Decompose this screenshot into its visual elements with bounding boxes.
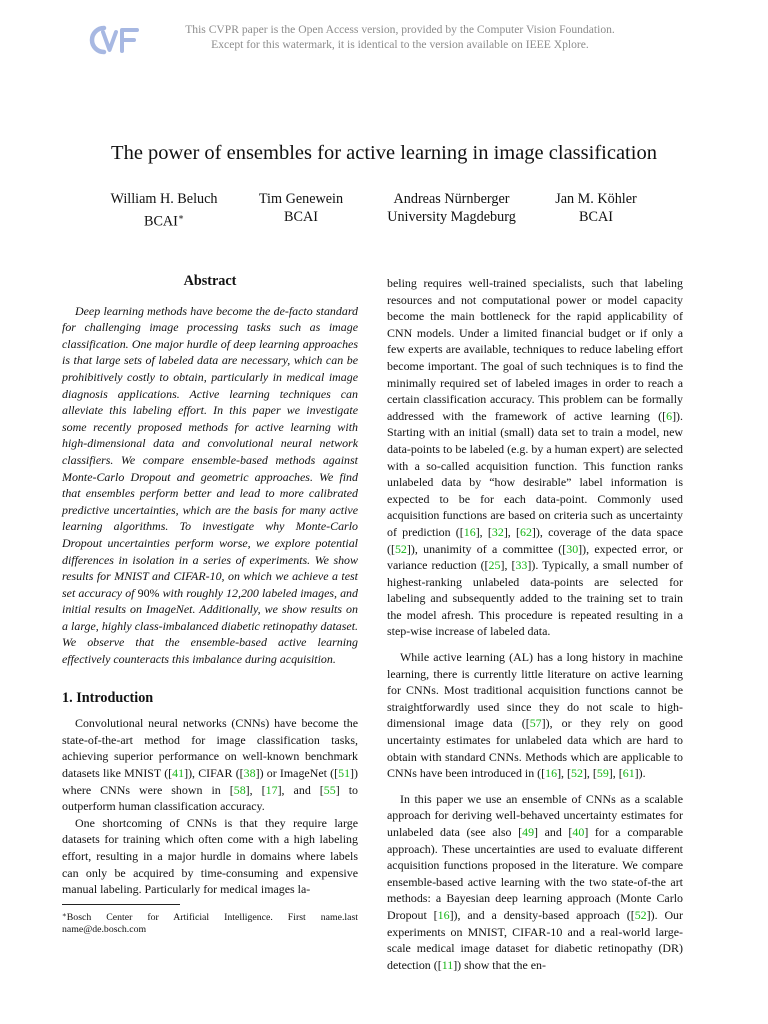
- body-paragraph-3: In this paper we use an ensemble of CNNs as a scalable approach for deriving well-behaved uncertainty estimates for unlabeled data (see also [49] and [40] for a comparable approach). These uncertainties are used to evaluate different acquisition functions proposed in the literature. We compare ensemble-based active learning with the two state-of-the art methods: a Bayesian deep learning approach (Monte Carlo Dropout [16]), and a density-based approach ([52]). Our experiments on MNIST, CIFAR-10 and a real-world large-scale medical image dataset for diabetic retinopathy (DR) detection ([11]) show that the en-: [387, 791, 684, 972]
- watermark: [120, 22, 680, 52]
- author-affiliation: University Magdeburg: [387, 209, 516, 225]
- affiliation-footnote-mark: ∗: [177, 212, 185, 222]
- body-paragraph-2: While active learning (AL) has a long history in machine learning, there is currently little literature on active learning for CNNs. Most traditional acquisition functions cannot be straightforwardly used since they do not scale to high-dimensional image data ([57]), or they rely on good uncertainty estimates for unlabeled data which are hard to obtain with standard CNNs. Methods which are applicable to CNNs have been introduced in ([16], [52], [59], [61]).: [387, 650, 683, 781]
- author-name: William H. Beluch: [110, 191, 218, 207]
- citation-link[interactable]: 16: [437, 907, 450, 922]
- abstract-paragraph: Deep learning methods have become the de-facto standard for challenging image processing tasks such as image classification. One major hurdle of deep learning approaches is that large sets of labeled data are necessary, which can be prohibitively costly to obtain, particularly in medical image diagnosis applications. Active learning techniques can alleviate this labeling effort. In this paper we investigate some recently proposed methods for active learning with high-dimensional data and convolutional neural network classifiers. We compare ensemble-based methods against Monte-Carlo Dropout and geometric approaches. We find that ensembles perform better and lead to more calibrated predictive uncertainties, which are the basis for many active learning algorithms. To investigate why Monte-Carlo Dropout uncertainties perform worse, we explore potential differences in isolation in a series of experiments. We show results for MNIST and CIFAR-10, on which we achieve a test set accuracy of 90% with roughly 12,200 labeled images, and initial results on ImageNet. Additionally, we show results on a large, highly class-imbalanced diabetic retinopathy dataset. We observe that the ensemble-based active learning effectively counteracts this imbalance during acquisition.: [62, 303, 358, 667]
- author-name: Andreas Nürnberger: [393, 191, 510, 207]
- author-affiliation: BCAI: [579, 209, 613, 225]
- citation-link[interactable]: 38: [243, 766, 256, 781]
- right-column: [387, 275, 683, 973]
- footnote-divider: [62, 904, 180, 905]
- citation-link[interactable]: 11: [441, 957, 454, 972]
- abstract-heading: Abstract: [183, 273, 237, 289]
- paper-title: The power of ensembles for active learning in image classification: [111, 142, 657, 164]
- citation-link[interactable]: 55: [323, 782, 336, 797]
- footnote: ∗Bosch Center for Artificial Intelligence. First name.last name@de.bosch.com: [62, 910, 358, 936]
- citation-link[interactable]: 16: [463, 524, 476, 539]
- author-name: Jan M. Köhler: [555, 191, 637, 207]
- left-column: [62, 273, 358, 937]
- watermark-line-1: This CVPR paper is the Open Access version, provided by the Computer Vision Foundation.: [185, 23, 615, 36]
- footnote-mark: ∗: [62, 910, 67, 919]
- citation-link[interactable]: 52: [394, 541, 407, 556]
- section-heading-introduction: 1. Introduction: [62, 689, 154, 706]
- citation-link[interactable]: 57: [529, 716, 542, 731]
- author-affiliation: BCAI∗: [143, 212, 185, 230]
- author-3: [374, 190, 529, 226]
- author-1: [94, 190, 234, 231]
- author-name: Tim Genewein: [258, 191, 344, 207]
- author-4: [536, 190, 656, 226]
- citation-link[interactable]: 30: [566, 541, 579, 556]
- watermark-line-2: Except for this watermark, it is identical to the version available on IEEE Xplore.: [211, 38, 589, 51]
- citation-link[interactable]: 52: [634, 907, 647, 922]
- citation-link[interactable]: 17: [265, 782, 278, 797]
- accuracy-value: 90%: [137, 585, 160, 600]
- citation-link[interactable]: 59: [596, 766, 609, 781]
- citation-link[interactable]: 52: [571, 766, 583, 781]
- citation-link[interactable]: 25: [488, 558, 501, 573]
- author-2: [241, 190, 361, 226]
- citation-link[interactable]: 61: [622, 766, 635, 781]
- citation-link[interactable]: 51: [338, 766, 351, 781]
- citation-link[interactable]: 40: [572, 825, 585, 839]
- citation-link[interactable]: 49: [522, 825, 535, 839]
- citation-link[interactable]: 62: [519, 524, 532, 539]
- citation-link[interactable]: 6: [666, 408, 673, 423]
- citation-link[interactable]: 58: [233, 782, 246, 797]
- author-affiliation: BCAI: [284, 209, 318, 225]
- citation-link[interactable]: 33: [515, 558, 528, 573]
- citation-link[interactable]: 16: [545, 766, 558, 781]
- body-paragraph-1: beling requires well-trained specialists, such that labeling resources and not computational power or model capacity become the main bottleneck for the rapid applicability of CNN models. Under a limited financial budget or if only a few experts are available, techniques to reduce labeling effort become important. The goal of such techniques is to find the minimally required set of labeled images in order to reach a certain classification accuracy. This problem can be formally addressed with the framework of active learning ([6]). Starting with an initial (small) data set to train a model, new data-points to be labeled (e.g. by a human expert) are selected with a so-called acquisition function. This function ranks unlabeled data by “how desirable” label information is expected to be for each data-point. Commonly used acquisition functions are based on criteria such as uncertainty of prediction ([16], [32], [62]), coverage of the data space ([52]), unanimity of a committee ([30]), expected error, or variance reduction ([25], [33]). Typically, a small number of highest-ranking unlabeled data-points are selected for labeling and subsequently added to the training set to train the model afresh. This procedure is repeated resulting in a step-wise increase of labeled data.: [387, 276, 684, 639]
- intro-paragraph-2: One shortcoming of CNNs is that they require large datasets for training which often come with a high labeling effort, resulting in a major hurdle in domains where labels can only be acquired by time-consuming and expensive manual labeling. Particularly for medical images la-: [62, 815, 358, 897]
- intro-paragraph-1: Convolutional neural networks (CNNs) have become the state-of-the-art method for image classification tasks, achieving superior performance on well-known benchmark datasets like MNIST ([41]), CIFAR ([38]) or ImageNet ([51]) where CNNs were shown in [58], [17], and [55] to outperform human classification accuracy.: [62, 716, 359, 814]
- citation-link[interactable]: 32: [491, 524, 504, 539]
- citation-link[interactable]: 41: [172, 766, 185, 781]
